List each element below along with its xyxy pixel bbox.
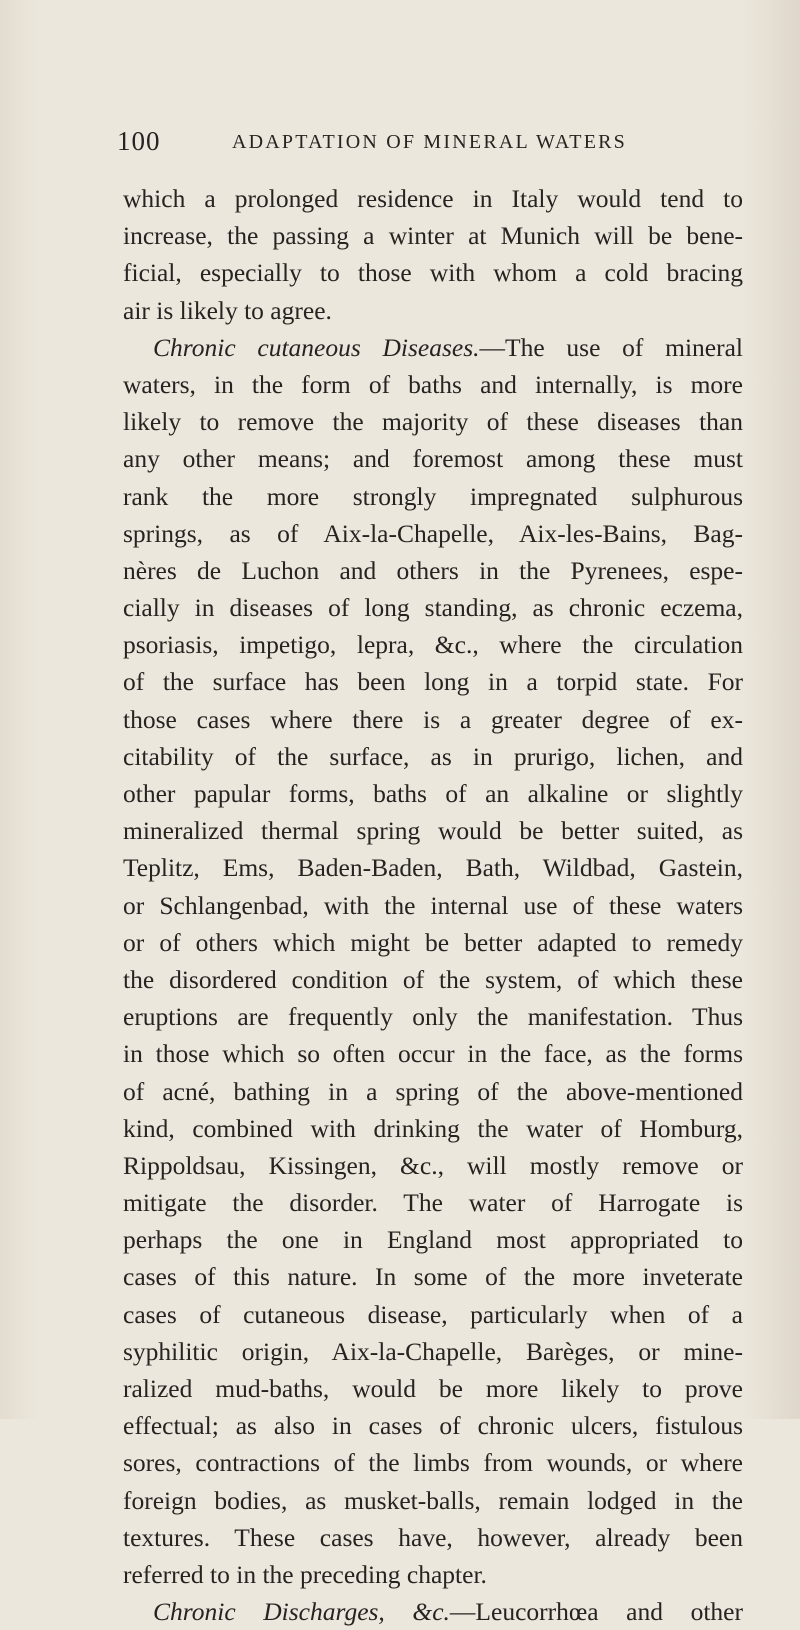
section-heading-discharges: Chronic Discharges, &c. — [153, 1597, 450, 1627]
text-line: ralized mud-baths, would be more likely to prove — [123, 1374, 743, 1403]
text-line: cases of cutaneous disease, particularly when of a — [123, 1299, 743, 1329]
text-line — [123, 1593, 743, 1630]
text-line: psoriasis, impetigo, lepra, &c., where the circulation — [123, 630, 743, 660]
text-line: citability of the surface, as in prurigo, lichen, and — [123, 741, 743, 771]
text-line: syphilitic origin, Aix-la-Chapelle, Barèges, or mine- — [123, 1336, 743, 1366]
text-line: eruptions are frequently only the manifestation. Thus — [123, 1002, 743, 1032]
text-line: Teplitz, Ems, Baden-Baden, Bath, Wildbad, Gastein, — [123, 853, 743, 883]
text-line: or of others which might be better adapted to remedy — [123, 927, 743, 957]
text-line: of acné, bathing in a spring of the above-mentioned — [123, 1076, 743, 1106]
text-line: mineralized thermal spring would be better suited, as — [123, 816, 743, 846]
text-line: air is likely to agree. — [123, 295, 332, 325]
text-line: those cases where there is a greater degree of ex- — [123, 704, 743, 734]
text-line: nères de Luchon and others in the Pyrenees, espe- — [123, 555, 743, 585]
text-line: springs, as of Aix-la-Chapelle, Aix-les-Bains, Bag- — [123, 518, 743, 548]
text-line: perhaps the one in England most appropriated to — [123, 1225, 743, 1255]
text-line: of the surface has been long in a torpid state. For — [123, 667, 743, 697]
text-line: foreign bodies, as musket-balls, remain lodged in the — [123, 1485, 743, 1515]
text-line: increase, the passing a winter at Munich will be bene- — [123, 221, 743, 251]
text-line — [123, 329, 743, 366]
running-title: ADAPTATION OF MINERAL WATERS — [232, 131, 628, 153]
text-line: or Schlangenbad, with the internal use of these waters — [123, 890, 743, 920]
text-line: any other means; and foremost among these must — [123, 444, 743, 474]
body-text — [123, 180, 743, 1630]
page-header — [117, 126, 637, 166]
text-line: Rippoldsau, Kissingen, &c., will mostly remove or — [123, 1150, 743, 1180]
text-line: waters, in the form of baths and internally, is more — [123, 369, 743, 399]
text-line: in those which so often occur in the face, as the forms — [123, 1039, 743, 1069]
text-line: mitigate the disorder. The water of Harrogate is — [123, 1188, 743, 1218]
text-line: textures. These cases have, however, already been — [123, 1522, 743, 1552]
text-line: cases of this nature. In some of the more inveterate — [123, 1262, 743, 1292]
text-line: which a prolonged residence in Italy would tend to — [123, 184, 743, 213]
page-number: 100 — [117, 126, 161, 156]
text-line: likely to remove the majority of these diseases than — [123, 407, 743, 437]
text-line: sores, contractions of the limbs from wounds, or where — [123, 1448, 743, 1478]
text-line-rest: —Leucorrhœa and other — [449, 1597, 743, 1627]
text-line-rest: —The use of mineral — [479, 332, 743, 362]
text-line: cially in diseases of long standing, as chronic eczema, — [123, 593, 743, 623]
text-line: other papular forms, baths of an alkaline or slightly — [123, 779, 743, 808]
section-heading-cutaneous: Chronic cutaneous Diseases. — [153, 332, 480, 362]
text-line: referred to in the preceding chapter. — [123, 1559, 487, 1589]
text-line: the disordered condition of the system, of which these — [123, 964, 743, 994]
text-line: ficial, especially to those with whom a cold bracing — [123, 258, 743, 288]
text-line: rank the more strongly impregnated sulphurous — [123, 481, 743, 511]
text-line: effectual; as also in cases of chronic ulcers, fistulous — [123, 1411, 743, 1441]
text-line: kind, combined with drinking the water of Homburg, — [123, 1113, 743, 1143]
